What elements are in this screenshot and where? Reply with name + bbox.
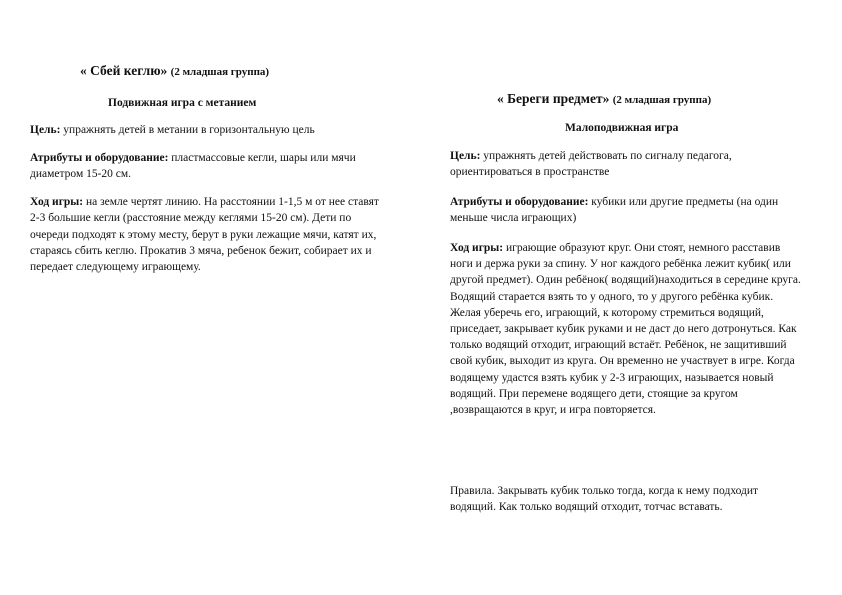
left-course-text: на земле чертят линию. На расстоянии 1-1,5 м от нее ставят 2-3 большие кегли (расстояние между кеглями 15-20 см). Дети по очереди подходят к этому месту, берут в руки лежащие мячи, катят их, стараясь сбить кеглю. Прокатив 3 мяча, ребенок бежит, собирает их и передает следующему играющему. [30,196,379,274]
right-course-paragraph [450,240,805,418]
left-game-group: (2 младшая группа) [170,66,270,78]
right-equipment-label: Атрибуты и оборудование: [450,196,589,208]
right-game-title [497,91,711,107]
right-course-label: Ход игры: [450,242,504,254]
right-course-text: играющие образуют круг. Они стоят, немного расставив ноги и держа руки за спину. У ног каждого ребёнка лежит кубик( или другой предмет). Один ребёнок( водящий)находиться в середине круга. Водящий старается взять то у одного, то у другого ребёнка кубик. Желая уберечь его, играющий, к которому стремиться водящий, приседает, закрывает кубик руками и не даст до него дотронуться. Как только водящий отходит, играющий встаёт. Ребёнок, не защитивший свой кубик, выходит из круга. Он временно не участвует в игре. Когда водящему удастся взять кубик у 2-3 играющих, называется новый водящий. При перемене водящего дети, стоящие за кругом ,возвращаются в круг, и игра повторяется. [450,242,801,417]
left-game-title [80,63,269,79]
right-goal-text: упражнять детей действовать по сигналу педагога, ориентироваться в пространстве [450,150,732,179]
right-game-subtitle: Малоподвижная игра [565,122,679,134]
left-goal-label: Цель: [30,124,61,136]
left-course-label: Ход игры: [30,196,84,208]
left-equipment-label: Атрибуты и оборудование: [30,152,169,164]
left-equipment-paragraph [30,150,375,183]
left-game-subtitle: Подвижная игра с метанием [108,97,257,109]
right-game-title-main: « Береги предмет» [497,91,610,106]
right-equipment-paragraph [450,194,805,226]
right-game-group: (2 младшая группа) [612,94,712,106]
left-goal-text: упражнять детей в метании в горизонтальную цель [63,124,315,136]
right-equipment-text: кубики или другие предметы (на один меньше числа играющих) [450,196,779,225]
left-course-paragraph [30,194,380,275]
left-goal-paragraph [30,122,380,138]
right-goal-label: Цель: [450,150,481,162]
left-equipment-text: пластмассовые кегли, шары или мячи диаметром 15-20 см. [30,152,356,181]
right-rules-paragraph: Правила. Закрывать кубик только тогда, когда к нему подходит водящий. Как только водящий отходит, тотчас вставать. [450,485,759,514]
left-game-title-main: « Сбей кеглю» [80,63,168,78]
right-goal-paragraph [450,148,802,180]
